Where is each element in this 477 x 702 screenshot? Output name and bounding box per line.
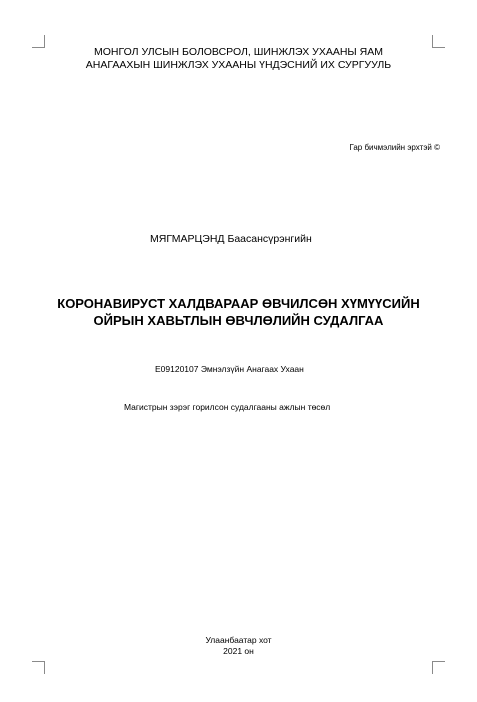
year: 2021 он [223, 646, 254, 656]
degree-description: Магистрын зэрэг горилсон судалгааны ажлын төсөл [124, 402, 331, 412]
specialty-code: E09120107 Эмнэлзүйн Анагаах Ухаан [155, 364, 304, 374]
thesis-title-line-1: КОРОНАВИРУСТ ХАЛДВАРААР ӨВЧИЛСӨН ХҮМҮҮСИЙН [57, 296, 420, 311]
city-name: Улаанбаатар хот [205, 635, 272, 645]
author-name: МЯГМАРЦЭНД Баасансүрэнгийн [150, 233, 312, 245]
university-name: АНАГААХЫН ШИНЖЛЭХ УХААНЫ ҮНДЭСНИЙ ИХ СУРГУУЛЬ [85, 59, 392, 71]
ministry-name: МОНГОЛ УЛСЫН БОЛОВСРОЛ, ШИНЖЛЭХ УХААНЫ ЯАМ [94, 46, 383, 58]
crop-mark-bottom-right [432, 661, 445, 674]
copyright-note: Гар бичмэлийн эрхтэй © [349, 143, 440, 152]
crop-mark-bottom-left [32, 661, 45, 674]
thesis-title-line-2: ОЙРЫН ХАВЬТЛЫН ӨВЧЛӨЛИЙН СУДАЛГАА [93, 313, 384, 328]
